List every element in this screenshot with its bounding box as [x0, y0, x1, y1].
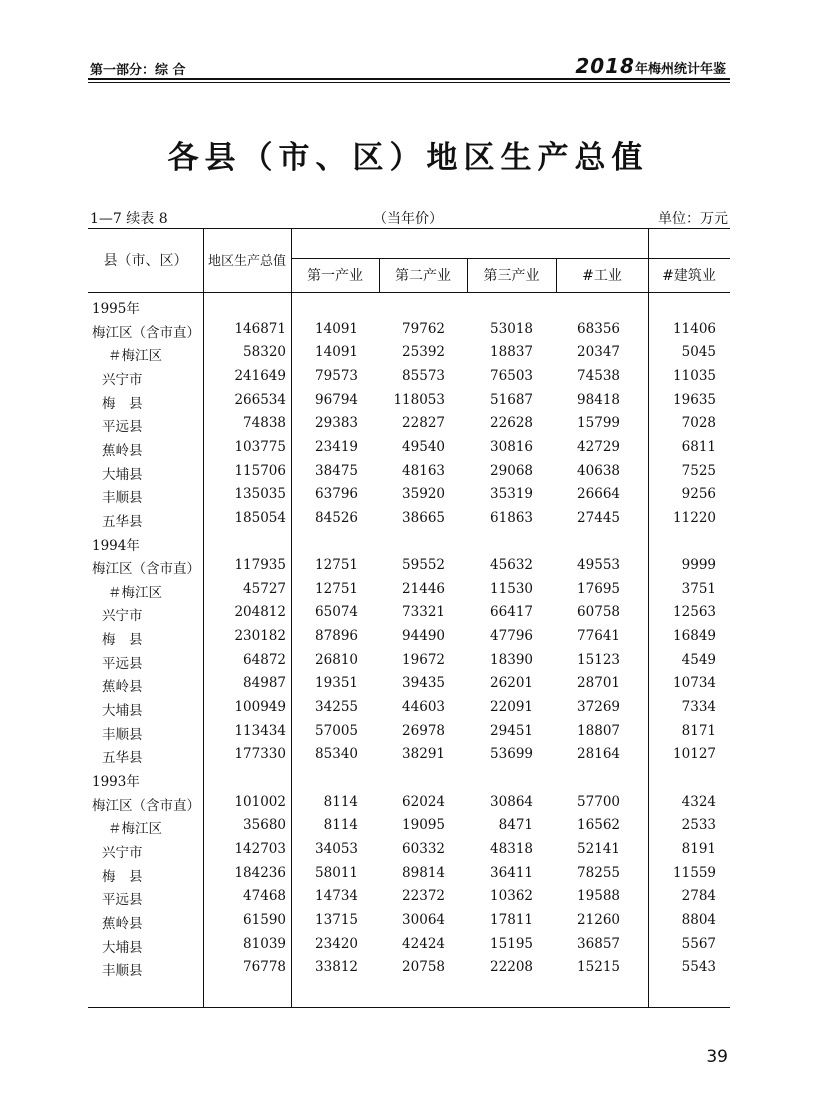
cell-value: 85340: [315, 746, 358, 763]
cell-value: 42424: [402, 935, 445, 952]
row-label: 平远县: [102, 655, 143, 672]
row-label: 梅 县: [102, 868, 143, 885]
row-label: 兴宁市: [102, 844, 143, 861]
cell-value: 25392: [402, 344, 445, 361]
cell-value: 19588: [577, 888, 620, 905]
cell-value: 96794: [315, 391, 358, 408]
table-header-rule: [88, 292, 730, 293]
table-row: [88, 412, 730, 436]
column-header-gdp: 地区生产总值: [207, 254, 286, 269]
row-label: 丰顺县: [102, 726, 143, 743]
column-header-industry: #工业: [582, 268, 622, 284]
cell-value: 15799: [577, 415, 620, 432]
cell-value: 101002: [234, 793, 286, 810]
cell-value: 74538: [577, 367, 620, 384]
cell-value: 22372: [402, 888, 445, 905]
cell-value: 18390: [490, 651, 533, 668]
cell-value: 13715: [315, 911, 358, 928]
cell-value: 8114: [323, 793, 358, 810]
cell-value: 84526: [315, 509, 358, 526]
table-row: [88, 649, 730, 673]
cell-value: 47468: [243, 888, 286, 905]
cell-value: 36411: [490, 864, 533, 881]
cell-value: 23419: [315, 438, 358, 455]
table-row: [88, 933, 730, 957]
cell-value: 5045: [681, 344, 716, 361]
cell-value: 53699: [490, 746, 533, 763]
table-row: [88, 341, 730, 365]
cell-value: 45727: [243, 580, 286, 597]
cell-value: 19672: [402, 651, 445, 668]
cell-value: 103775: [234, 438, 286, 455]
cell-value: 29068: [490, 462, 533, 479]
cell-value: 81039: [243, 935, 286, 952]
cell-value: 204812: [234, 604, 286, 621]
cell-value: 14734: [315, 888, 358, 905]
cell-value: 49553: [577, 557, 620, 574]
cell-value: 230182: [234, 628, 286, 645]
cell-value: 8191: [681, 840, 716, 857]
cell-value: 79573: [315, 367, 358, 384]
row-label: 梅江区（含市直）: [92, 561, 200, 578]
column-header-secondary: 第二产业: [395, 268, 451, 284]
row-label: ＃梅江区: [108, 821, 162, 838]
row-label: ＃梅江区: [108, 584, 162, 601]
row-label: 平远县: [102, 419, 143, 436]
cell-value: 34053: [315, 840, 358, 857]
row-label: 五华县: [102, 750, 143, 767]
cell-value: 11406: [673, 320, 716, 337]
column-header-construction: #建筑业: [662, 268, 716, 284]
cell-value: 8114: [323, 817, 358, 834]
header-rule-thin: [88, 82, 730, 83]
cell-value: 27445: [577, 509, 620, 526]
cell-value: 39435: [402, 675, 445, 692]
table-row: [88, 507, 730, 531]
row-label: 梅江区（含市直）: [92, 324, 200, 341]
cell-value: 38475: [315, 462, 358, 479]
cell-value: 30816: [490, 438, 533, 455]
cell-value: 63796: [315, 486, 358, 503]
table-row: [88, 862, 730, 886]
cell-value: 61590: [243, 911, 286, 928]
cell-value: 66417: [490, 604, 533, 621]
cell-value: 14091: [315, 320, 358, 337]
table-row: [88, 743, 730, 767]
cell-value: 184236: [234, 864, 286, 881]
cell-value: 28701: [577, 675, 620, 692]
row-label: 1993年: [92, 774, 140, 790]
table-row: [88, 814, 730, 838]
cell-value: 3751: [681, 580, 716, 597]
row-label: 1995年: [92, 301, 140, 317]
cell-value: 30064: [402, 911, 445, 928]
row-label: 大埔县: [102, 939, 143, 956]
cell-value: 30864: [490, 793, 533, 810]
row-label: 梅 县: [102, 395, 143, 412]
cell-value: 51687: [490, 391, 533, 408]
cell-value: 22208: [490, 959, 533, 976]
cell-value: 22091: [490, 699, 533, 716]
running-header-book: [575, 54, 726, 78]
cell-value: 8171: [681, 722, 716, 739]
column-header-region: 县（市、区）: [103, 253, 188, 269]
cell-value: 20347: [577, 344, 620, 361]
cell-value: 60332: [402, 840, 445, 857]
cell-value: 18837: [490, 344, 533, 361]
cell-value: 7525: [681, 462, 716, 479]
cell-value: 58320: [243, 344, 286, 361]
cell-value: 10734: [673, 675, 716, 692]
cell-value: 45632: [490, 557, 533, 574]
cell-value: 26664: [577, 486, 620, 503]
cell-value: 177330: [234, 746, 286, 763]
cell-value: 49540: [402, 438, 445, 455]
cell-value: 8804: [681, 911, 716, 928]
cell-value: 5567: [681, 935, 716, 952]
table-row: [88, 318, 730, 342]
cell-value: 77641: [577, 628, 620, 645]
year-row: [88, 531, 730, 555]
table-row: [88, 389, 730, 413]
row-label: 梅 县: [102, 632, 143, 649]
table-row: [88, 909, 730, 933]
running-header-book-title: 年梅州统计年鉴: [634, 62, 726, 77]
cell-value: 29451: [490, 722, 533, 739]
row-label: 大埔县: [102, 703, 143, 720]
cell-value: 76503: [490, 367, 533, 384]
cell-value: 58011: [315, 864, 358, 881]
cell-value: 84987: [243, 675, 286, 692]
cell-value: 37269: [577, 699, 620, 716]
cell-value: 53018: [490, 320, 533, 337]
cell-value: 36857: [577, 935, 620, 952]
cell-value: 115706: [234, 462, 286, 479]
cell-value: 35920: [402, 486, 445, 503]
cell-value: 28164: [577, 746, 620, 763]
cell-value: 52141: [577, 840, 620, 857]
cell-value: 16562: [577, 817, 620, 834]
table-number: 1—7 续表 8: [90, 211, 168, 227]
year-row: [88, 294, 730, 318]
cell-value: 26978: [402, 722, 445, 739]
cell-value: 26201: [490, 675, 533, 692]
cell-value: 2784: [681, 888, 716, 905]
cell-value: 98418: [577, 391, 620, 408]
cell-value: 11035: [673, 367, 716, 384]
row-label: 丰顺县: [102, 963, 143, 980]
cell-value: 33812: [315, 959, 358, 976]
table-row: [88, 696, 730, 720]
row-label: 兴宁市: [102, 371, 143, 388]
table-row: [88, 578, 730, 602]
cell-value: 62024: [402, 793, 445, 810]
cell-value: 38665: [402, 509, 445, 526]
table-row: [88, 791, 730, 815]
cell-value: 11220: [673, 509, 716, 526]
table-row: [88, 625, 730, 649]
cell-value: 85573: [402, 367, 445, 384]
row-label: 丰顺县: [102, 490, 143, 507]
cell-value: 29383: [315, 415, 358, 432]
cell-value: 35319: [490, 486, 533, 503]
running-header-section: 第一部分：综 合: [90, 63, 186, 78]
cell-value: 74838: [243, 415, 286, 432]
row-label: 蕉岭县: [102, 442, 143, 459]
table-bottom-rule: [88, 1007, 730, 1008]
table-row: [88, 885, 730, 909]
row-label: 蕉岭县: [102, 915, 143, 932]
cell-value: 48163: [402, 462, 445, 479]
cell-value: 23420: [315, 935, 358, 952]
cell-value: 19095: [402, 817, 445, 834]
cell-value: 10127: [673, 746, 716, 763]
row-label: 蕉岭县: [102, 679, 143, 696]
cell-value: 6811: [681, 438, 716, 455]
row-label: 梅江区（含市直）: [92, 797, 200, 814]
table-row: [88, 720, 730, 744]
row-label: 平远县: [102, 892, 143, 909]
unit-label: 单位：万元: [658, 211, 728, 227]
cell-value: 18807: [577, 722, 620, 739]
cell-value: 7334: [681, 699, 716, 716]
cell-value: 87896: [315, 628, 358, 645]
cell-value: 76778: [243, 959, 286, 976]
cell-value: 5543: [681, 959, 716, 976]
cell-value: 57005: [315, 722, 358, 739]
price-basis: （当年价）: [373, 211, 443, 227]
cell-value: 35680: [243, 817, 286, 834]
cell-value: 14091: [315, 344, 358, 361]
cell-value: 65074: [315, 604, 358, 621]
cell-value: 266534: [234, 391, 286, 408]
table-row: [88, 554, 730, 578]
cell-value: 113434: [234, 722, 286, 739]
cell-value: 61863: [490, 509, 533, 526]
cell-value: 34255: [315, 699, 358, 716]
cell-value: 15123: [577, 651, 620, 668]
cell-value: 146871: [234, 320, 286, 337]
cell-value: 42729: [577, 438, 620, 455]
cell-value: 17695: [577, 580, 620, 597]
row-label: 大埔县: [102, 466, 143, 483]
cell-value: 20758: [402, 959, 445, 976]
cell-value: 64872: [243, 651, 286, 668]
cell-value: 9256: [681, 486, 716, 503]
running-header-year: 2018: [575, 54, 635, 78]
subheader-rule: [291, 258, 730, 259]
cell-value: 12751: [315, 580, 358, 597]
column-header-primary: 第一产业: [307, 268, 363, 284]
cell-value: 22628: [490, 415, 533, 432]
cell-value: 40638: [577, 462, 620, 479]
cell-value: 21446: [402, 580, 445, 597]
cell-value: 79762: [402, 320, 445, 337]
table-row: [88, 672, 730, 696]
table-row: [88, 838, 730, 862]
row-label: ＃梅江区: [108, 348, 162, 365]
cell-value: 26810: [315, 651, 358, 668]
cell-value: 17811: [490, 911, 533, 928]
row-label: 五华县: [102, 513, 143, 530]
cell-value: 38291: [402, 746, 445, 763]
cell-value: 15195: [490, 935, 533, 952]
cell-value: 19635: [673, 391, 716, 408]
year-row: [88, 767, 730, 791]
cell-value: 4549: [681, 651, 716, 668]
cell-value: 47796: [490, 628, 533, 645]
page-number: 39: [706, 1047, 728, 1067]
row-label: 1994年: [92, 537, 140, 554]
cell-value: 94490: [402, 628, 445, 645]
cell-value: 73321: [402, 604, 445, 621]
table-row: [88, 460, 730, 484]
cell-value: 15215: [577, 959, 620, 976]
cell-value: 44603: [402, 699, 445, 716]
table-row: [88, 365, 730, 389]
cell-value: 48318: [490, 840, 533, 857]
table-row: [88, 956, 730, 980]
table-row: [88, 601, 730, 625]
cell-value: 117935: [234, 557, 286, 574]
cell-value: 100949: [234, 699, 286, 716]
cell-value: 12563: [673, 604, 716, 621]
cell-value: 8471: [498, 817, 533, 834]
cell-value: 16849: [673, 628, 716, 645]
cell-value: 185054: [234, 509, 286, 526]
cell-value: 12751: [315, 557, 358, 574]
cell-value: 135035: [234, 486, 286, 503]
cell-value: 118053: [393, 391, 445, 408]
cell-value: 57700: [577, 793, 620, 810]
cell-value: 89814: [402, 864, 445, 881]
column-header-tertiary: 第三产业: [483, 268, 540, 284]
cell-value: 7028: [681, 415, 716, 432]
cell-value: 9999: [681, 557, 716, 574]
table-top-rule: [88, 228, 730, 229]
cell-value: 2533: [681, 817, 716, 834]
table-row: [88, 436, 730, 460]
cell-value: 22827: [402, 415, 445, 432]
cell-value: 59552: [402, 557, 445, 574]
cell-value: 21260: [577, 911, 620, 928]
cell-value: 11530: [490, 580, 533, 597]
cell-value: 78255: [577, 864, 620, 881]
cell-value: 11559: [673, 864, 716, 881]
cell-value: 19351: [315, 675, 358, 692]
cell-value: 60758: [577, 604, 620, 621]
header-rule-thick: [88, 78, 730, 80]
table-row: [88, 483, 730, 507]
cell-value: 68356: [577, 320, 620, 337]
row-label: 兴宁市: [102, 608, 143, 625]
cell-value: 4324: [681, 793, 716, 810]
cell-value: 10362: [490, 888, 533, 905]
cell-value: 241649: [234, 367, 286, 384]
page-title: 各县（市、区）地区生产总值: [167, 140, 649, 176]
cell-value: 142703: [234, 840, 286, 857]
